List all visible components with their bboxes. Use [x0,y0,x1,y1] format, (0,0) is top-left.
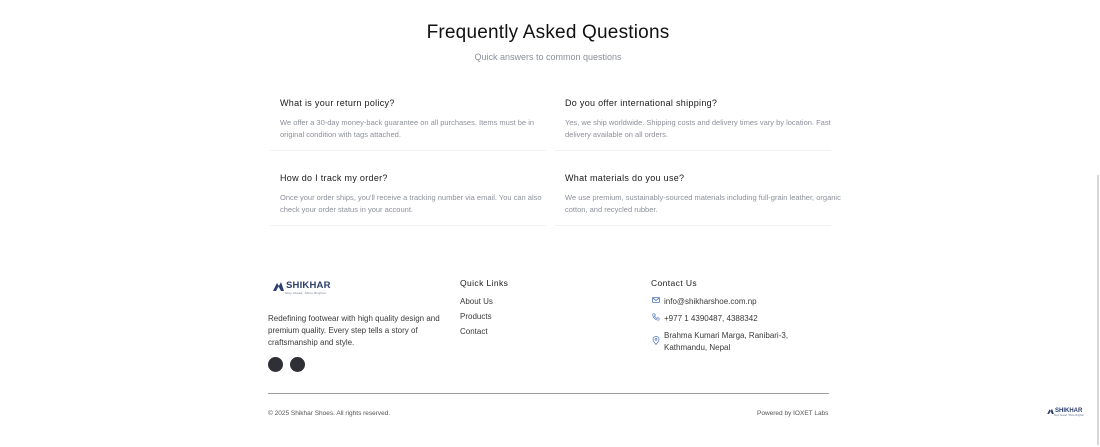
mountain-logo-icon [273,281,284,291]
location-pin-icon [651,336,661,345]
contact-email-text: info@shikharshoe.com.np [664,297,757,306]
scrollbar[interactable] [1097,175,1099,445]
social-icon-2[interactable] [290,357,305,372]
contact-phone-text: +977 1 4390487, 4388342 [664,314,758,323]
link-about-us[interactable]: About Us [460,297,493,306]
faq-item [565,98,841,141]
faq-question: What is your return policy? [280,98,395,108]
faq-divider [555,150,831,151]
phone-icon [651,313,661,321]
contact-address [651,330,788,353]
faq-question: How do I track my order? [280,173,388,183]
link-products[interactable]: Products [460,312,492,321]
faq-item [565,173,841,216]
powered-by-link[interactable]: Powered by IOXET Labs [757,410,829,417]
contact-address-text [664,330,788,353]
mail-icon [651,296,661,304]
brand-description: Redefining footwear with high quality design and premium quality. Every step tells a story of craftsmanship and style. [268,314,440,347]
faq-divider [270,150,546,151]
contact-phone[interactable] [651,313,758,325]
faq-subtitle: Quick answers to common questions [474,52,622,62]
address-line-2: Kathmandu, Nepal [664,342,731,352]
faq-item [280,98,556,141]
faq-answer: Once your order ships, you'll receive a tracking number via email. You can also check your order status in your account. [280,193,542,214]
address-line-1: Brahma Kumari Marga, Ranibari-3, [664,331,789,340]
corner-logo[interactable] [1047,408,1084,417]
mountain-logo-icon [1047,408,1054,414]
brand-logo-text: SHIKHAR [286,280,331,291]
brand-logo[interactable] [273,280,331,295]
copyright-text: © 2025 Shikhar Shoes. All rights reserved. [268,410,391,417]
faq-divider [555,225,831,226]
faq-divider [270,225,546,226]
link-contact[interactable]: Contact [460,327,488,336]
corner-logo-text: SHIKHAR [1055,408,1083,414]
faq-answer: Yes, we ship worldwide. Shipping costs and delivery times vary by location. Fast delivery available on all orders. [565,118,831,139]
faq-question: Do you offer international shipping? [565,98,718,108]
quick-links-title: Quick Links [460,278,509,288]
footer-divider [268,393,829,394]
faq-answer: We use premium, sustainably-sourced materials including full-grain leather, organic cotton, and recycled rubber. [565,193,841,214]
faq-answer: We offer a 30-day money-back guarantee on all purchases. Items must be in original condition with tags attached. [280,118,535,139]
faq-item [280,173,556,216]
social-icon-1[interactable] [268,357,283,372]
contact-email[interactable] [651,296,757,308]
faq-title: Frequently Asked Questions [426,22,670,43]
corner-logo-tagline: Step Ahead, Shine Brighter [1054,414,1085,417]
faq-question: What materials do you use? [565,173,685,183]
contact-title: Contact Us [651,278,698,288]
brand-logo-tagline: Step Ahead, Shine Brighter [285,291,327,295]
